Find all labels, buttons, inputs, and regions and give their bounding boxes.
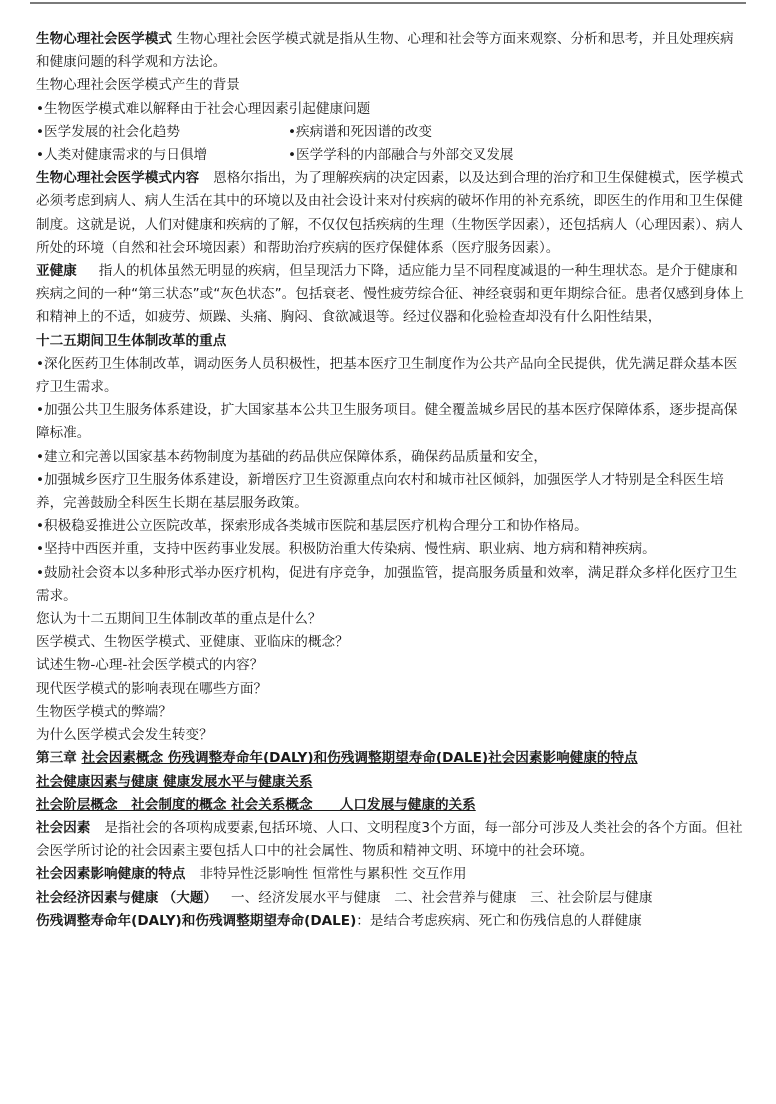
reform-item: •加强城乡医疗卫生服务体系建设，新增医疗卫生资源重点向农村和城市社区倾斜，加强医学人才特别是全科医生培养，完善鼓励全科医生长期在基层服务政策。 xyxy=(36,471,724,512)
intro-paragraph xyxy=(36,28,746,74)
question-item: 您认为十二五期间卫生体制改革的重点是什么？ xyxy=(36,611,322,628)
reform-heading: 十二五期间卫生体制改革的重点 xyxy=(36,332,227,349)
economy-term: 社会经济因素与健康 xyxy=(36,889,159,906)
background-item: •疾病谱和死因谱的改变 xyxy=(288,123,432,140)
reform-item: •坚持中西医并重，支持中医药事业发展。积极防治重大传染病、慢性病、职业病、地方病和精神疾病。 xyxy=(36,541,656,558)
reform-item: •建立和完善以国家基本药物制度为基础的药品供应保障体系，确保药品质量和安全， xyxy=(36,448,547,465)
question-item: 医学模式、生物医学模式、亚健康、亚临床的概念？ xyxy=(36,634,349,651)
chapter-topics-line2: 社会健康因素与健康 健康发展水平与健康关系 xyxy=(36,773,313,790)
chapter-topics: 社会因素概念 伤残调整寿命年(DALY)和伤残调整期望寿命(DALE)社会因素影响健康的特点 xyxy=(81,750,638,767)
chapter-label: 第三章 xyxy=(36,750,77,767)
background-item: •生物医学模式难以解释由于社会心理因素引起健康问题 xyxy=(36,100,371,117)
intro-text: 生物心理社会医学模式就是指从生物、心理和社会等方面来观察、分析和思考，并且处理疾病和健康问题的科学观和方法论。 xyxy=(36,31,734,71)
background-row xyxy=(36,144,746,167)
social-factors-term: 社会因素 xyxy=(36,819,91,836)
background-item: •医学学科的内部融合与外部交叉发展 xyxy=(288,147,514,164)
daly-paragraph xyxy=(36,910,746,933)
background-heading: 生物心理社会医学模式产生的背景 xyxy=(36,77,240,94)
features-term: 社会因素影响健康的特点 xyxy=(36,866,186,883)
model-content-text: 恩格尔指出，为了理解疾病的决定因素，以及达到合理的治疗和卫生保健模式，医学模式必须考虑到病人、病人生活在其中的环境以及由社会设计来对付疾病的破坏作用的补充系统，即医生的作用和卫生保健制度。这就是说，人们对健康和疾病的了解，不仅仅包括疾病的生理（生物医学因素），还包括病人（心理因素）、病人所处的环境（自然和社会环境因素）和帮助治疗疾病的医疗保健体系（医疗服务因素）。 xyxy=(36,170,744,256)
economy-text: 一、经济发展水平与健康 二、社会营养与健康 三、社会阶层与健康 xyxy=(231,889,653,906)
daly-text: ：是结合考虑疾病、死亡和伤残信息的人群健康 xyxy=(356,912,642,929)
social-factors-text: 是指社会的各项构成要素,包括环境、人口、文明程度3个方面，每一部分可涉及人类社会的各个方面。但社会医学所讨论的社会因素主要包括人口中的社会属性、物质和精神文明、环境中的社会环境。 xyxy=(36,819,743,860)
subhealth-term: 亚健康 xyxy=(36,263,77,280)
reform-item: •深化医药卫生体制改革，调动医务人员积极性，把基本医疗卫生制度作为公共产品向全民提供，优先满足群众基本医疗卫生需求。 xyxy=(36,355,738,396)
features-text: 非特异性泛影响性 恒常性与累积性 交互作用 xyxy=(199,866,467,883)
reform-item: •加强公共卫生服务体系建设，扩大国家基本公共卫生服务项目。健全覆盖城乡居民的基本医疗保障体系，逐步提高保障标准。 xyxy=(36,402,738,442)
model-content-term: 生物心理社会医学模式内容 xyxy=(36,170,200,187)
background-row xyxy=(36,121,746,144)
question-item: 现代医学模式的影响表现在哪些方面？ xyxy=(36,680,268,697)
question-item: 为什么医学模式会发生转变？ xyxy=(36,727,213,744)
features-paragraph xyxy=(36,863,746,886)
daly-term: 伤残调整寿命年(DALY)和伤残调整期望寿命(DALE) xyxy=(36,912,357,929)
economy-tag: （大题） xyxy=(162,889,218,906)
reform-item: •鼓励社会资本以多种形式举办医疗机构，促进有序竞争，加强监管，提高服务质量和效率，满足群众多样化医疗卫生需求。 xyxy=(36,564,738,604)
chapter-topics-line3: 社会阶层概念 社会制度的概念 社会关系概念 人口发展与健康的关系 xyxy=(36,796,476,813)
background-item: •人类对健康需求的与日俱增 xyxy=(36,147,208,164)
document-body xyxy=(36,28,746,933)
top-rule xyxy=(30,2,746,4)
subhealth-text: 指人的机体虽然无明显的疾病，但呈现活力下降，适应能力呈不同程度减退的一种生理状态。是介于健康和疾病之间的一种“第三状态”或“灰色状态”。包括衰老、慢性疲劳综合征、神经衰弱和更年期综合征。患者仅感到身体上和精神上的不适，如疲劳、烦躁、头痛、胸闷、食欲减退等。经过仪器和化验检查却没有什么阳性结果， xyxy=(36,263,744,326)
question-item: 试述生物-心理-社会医学模式的内容？ xyxy=(36,657,264,674)
chapter-heading xyxy=(36,747,746,770)
reform-item: •积极稳妥推进公立医院改革，探索形成各类城市医院和基层医疗机构合理分工和协作格局。 xyxy=(36,518,588,535)
model-content-paragraph xyxy=(36,167,746,260)
social-factors-paragraph xyxy=(36,817,746,863)
intro-term: 生物心理社会医学模式 xyxy=(36,31,172,47)
subhealth-paragraph xyxy=(36,260,746,330)
background-item: •医学发展的社会化趋势 xyxy=(36,123,180,140)
economy-paragraph xyxy=(36,887,746,910)
question-item: 生物医学模式的弊端？ xyxy=(36,703,172,720)
